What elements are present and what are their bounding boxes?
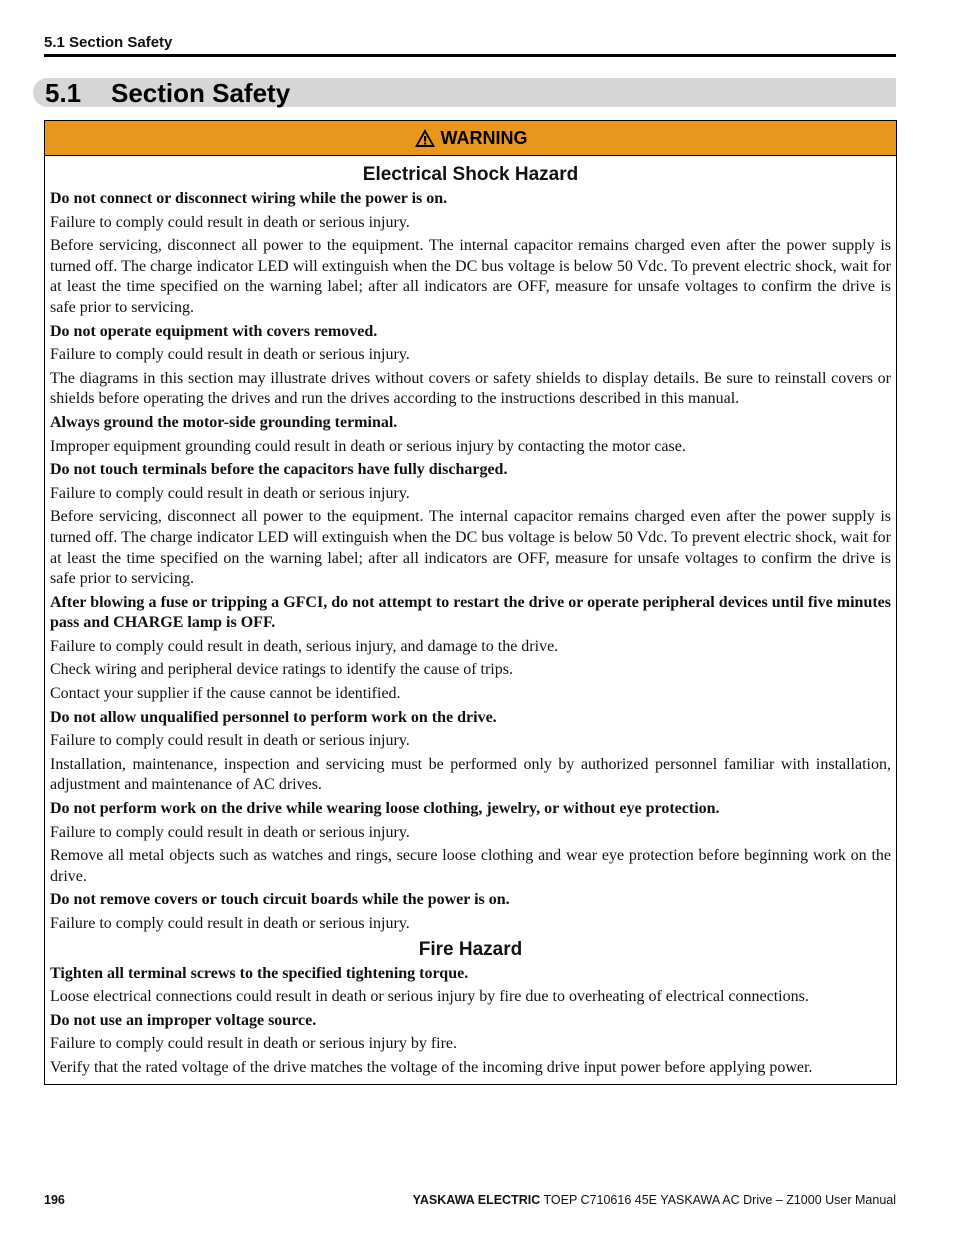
hazard-explanation: Failure to comply could result in death or serious injury.	[50, 732, 410, 750]
hazard-explanation: Remove all metal objects such as watches and rings, secure loose clothing and wear eye protection before beginning work on the drive.	[50, 847, 891, 885]
hazard-instruction: Do not perform work on the drive while wearing loose clothing, jewelry, or without eye protection.	[50, 800, 720, 818]
hazard-explanation: Failure to comply could result in death or serious injury.	[50, 346, 410, 364]
warning-triangle-icon	[414, 128, 436, 148]
page-footer	[44, 1193, 896, 1207]
section-banner	[33, 78, 896, 107]
running-header	[44, 34, 896, 57]
subsection-title: Fire Hazard	[418, 938, 523, 960]
hazard-instruction: Do not remove covers or touch circuit boards while the power is on.	[50, 891, 510, 909]
footer-brand: YASKAWA ELECTRIC	[412, 1193, 541, 1207]
hazard-instruction: Do not use an improper voltage source.	[50, 1011, 317, 1029]
footer-doc-info: TOEP C710616 45E YASKAWA AC Drive – Z1000 User Manual	[540, 1193, 896, 1207]
running-header-title: 5.1 Section Safety	[44, 34, 173, 51]
warning-content	[45, 156, 896, 1084]
hazard-explanation: Failure to comply could result in death or serious injury.	[50, 823, 410, 841]
hazard-instruction: After blowing a fuse or tripping a GFCI, do not attempt to restart the drive or operate peripheral devices until five minutes pass and CHARGE lamp is OFF.	[50, 593, 891, 632]
hazard-instruction: Do not connect or disconnect wiring while the power is on.	[50, 190, 448, 207]
hazard-instruction: Do not allow unqualified personnel to perform work on the drive.	[50, 708, 497, 726]
hazard-explanation: Installation, maintenance, inspection and servicing must be performed only by authorized personnel familiar with installation, adjustment and maintenance of AC drives.	[50, 755, 891, 794]
hazard-instruction: Do not operate equipment with covers removed.	[50, 322, 378, 340]
subsection-title: Electrical Shock Hazard	[362, 164, 579, 185]
hazard-explanation: Failure to comply could result in death or serious injury.	[50, 484, 410, 502]
warning-label: WARNING	[440, 127, 528, 148]
hazard-explanation: Before servicing, disconnect all power to the equipment. The internal capacitor remains charged even after the power supply is turned off. The charge indicator LED will extinguish when the DC bus voltage is below 50 Vdc. To prevent electric shock, wait for at least the time specified on the warning label; after all indicators are OFF, measure for unsafe voltages to confirm the drive is safe prior to servicing.	[50, 508, 891, 588]
hazard-explanation: Loose electrical connections could result in death or serious injury by fire due to overheating of electrical connections.	[50, 988, 809, 1006]
hazard-instruction: Do not touch terminals before the capacitors have fully discharged.	[50, 461, 508, 479]
hazard-explanation: Failure to comply could result in death or serious injury by fire.	[50, 1035, 458, 1053]
hazard-explanation: Check wiring and peripheral device ratings to identify the cause of trips.	[50, 661, 513, 679]
page-number: 196	[44, 1193, 65, 1207]
hazard-explanation: Verify that the rated voltage of the drive matches the voltage of the incoming drive input power before applying power.	[50, 1058, 813, 1076]
hazard-explanation: Contact your supplier if the cause cannot be identified.	[50, 685, 401, 703]
hazard-explanation: Before servicing, disconnect all power to the equipment. The internal capacitor remains charged even after the power supply is turned off. The charge indicator LED will extinguish when the DC bus voltage is below 50 Vdc. To prevent electric shock, wait for at least the time specified on the warning label; after all indicators are OFF, measure for unsafe voltages to confirm the drive is safe prior to servicing.	[50, 237, 891, 316]
warning-box	[44, 120, 897, 1085]
hazard-explanation: Failure to comply could result in death, serious injury, and damage to the drive.	[50, 637, 559, 655]
hazard-explanation: Failure to comply could result in death or serious injury.	[50, 915, 410, 932]
hazard-instruction: Always ground the motor-side grounding terminal.	[50, 413, 398, 431]
footer-doc-title	[413, 1193, 896, 1207]
hazard-explanation: Improper equipment grounding could result in death or serious injury by contacting the motor case.	[50, 437, 686, 455]
hazard-explanation: The diagrams in this section may illustrate drives without covers or safety shields to display details. Be sure to reinstall covers or shields before operating the drives and run the drives according to the instructions described in this manual.	[50, 369, 891, 408]
section-number: 5.1	[45, 78, 82, 108]
hazard-instruction: Tighten all terminal screws to the specified tightening torque.	[50, 964, 469, 982]
warning-bar	[45, 121, 896, 156]
section-heading	[45, 78, 290, 108]
hazard-explanation: Failure to comply could result in death or serious injury.	[50, 213, 410, 231]
section-title: Section Safety	[111, 78, 291, 108]
